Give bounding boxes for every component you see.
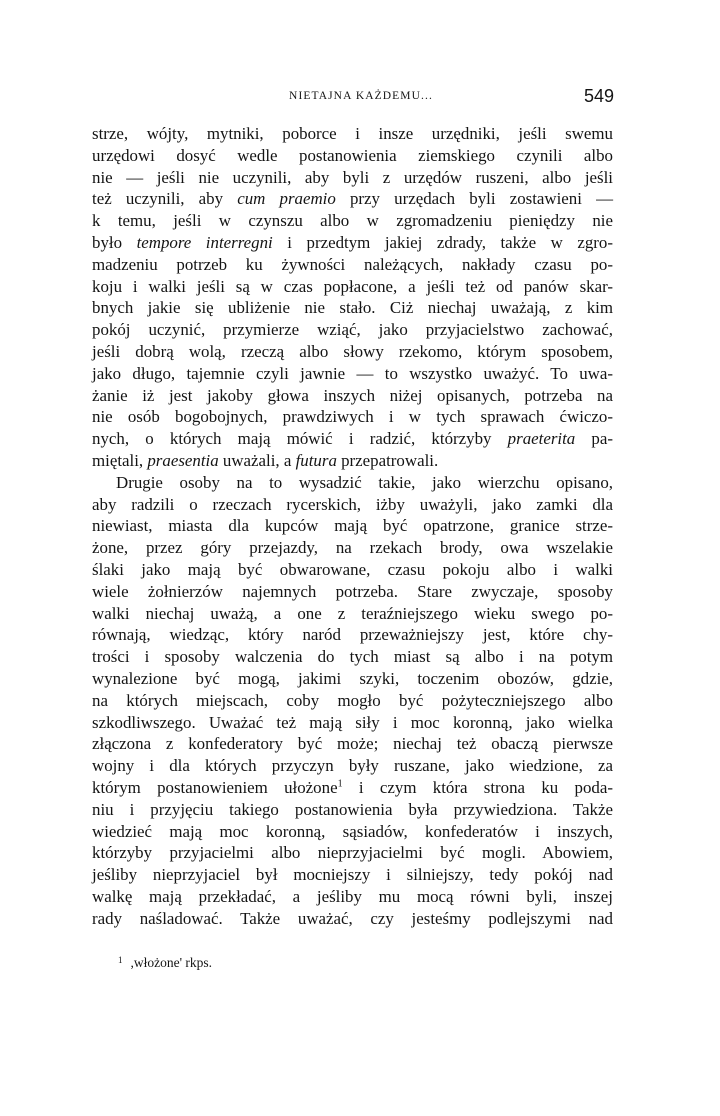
text-line <box>92 472 613 494</box>
italic-phrase: praeterita <box>507 429 576 449</box>
text-segment: miętali, <box>92 450 148 470</box>
text-segment: wynalezione być mogą, jakimi szyki, toczenim obozów, gdzie, <box>92 668 613 688</box>
text-line <box>92 821 613 843</box>
text-segment: koju i walki jeśli są w czas popłacone, a jeśli też od panów skar- <box>92 276 613 296</box>
text-segment: przy urzędach byli zostawieni — <box>335 189 613 209</box>
text-segment: bnych jakie się ubliżenie nie stało. Ciż niechaj uważają, z kim <box>92 298 613 318</box>
text-line <box>92 232 613 254</box>
text-line <box>92 624 613 646</box>
text-segment: pokój uczynić, przymierze wziąć, jako przyjacielstwo zachować, <box>92 320 613 340</box>
text-line <box>92 188 613 210</box>
text-segment: jeśli dobrą wolą, rzeczą albo słowy rzekomo, którym sposobem, <box>92 341 613 361</box>
text-segment: jeśliby nieprzyjaciel był mocniejszy i silniejszy, tedy pokój nad <box>92 865 613 885</box>
text-segment: i przedtym jakiej zdrady, także w zgro- <box>272 232 613 252</box>
text-segment: złączona z konfederatory być może; niechaj też obaczą pierwsze <box>92 734 613 754</box>
text-segment: jako długo, tajemnie czyli jawnie — to wszystko uważyć. To uwa- <box>92 363 613 383</box>
footnote-text: ,włożone' rkps. <box>130 955 213 970</box>
footnote-reference: 1 <box>337 778 343 790</box>
text-line <box>92 297 613 319</box>
text-line <box>92 755 613 777</box>
text-line <box>92 712 613 734</box>
text-segment: uważali, a <box>218 450 296 470</box>
italic-phrase: cum praemio <box>237 189 336 209</box>
text-segment: nie osób bogobojnych, prawdziwych i w tych sprawach ćwiczo- <box>92 407 613 427</box>
text-segment: wiele żołnierzów najemnych potrzeba. Stare zwyczaje, sposoby <box>92 581 613 601</box>
text-segment: walki niechaj uważą, a one z teraźniejszego wieku swego po- <box>92 603 613 623</box>
text-segment: niewiast, miasta dla kupców mają być opatrzone, granice strze- <box>92 516 613 536</box>
text-segment: walkę mają przekładać, a jeśliby mu mocą równi byli, inszej <box>92 886 613 906</box>
footnote-marker: 1 <box>118 955 123 965</box>
text-line <box>92 690 613 712</box>
italic-phrase: praesentia <box>147 450 219 470</box>
text-line <box>92 167 613 189</box>
text-segment: pa- <box>575 429 613 449</box>
text-line <box>92 777 613 799</box>
text-line <box>92 537 613 559</box>
footnote <box>118 955 212 971</box>
text-line <box>92 276 613 298</box>
text-line <box>92 494 613 516</box>
text-line <box>92 406 613 428</box>
text-segment: którym postanowieniem ułożone <box>92 777 338 797</box>
text-line <box>92 886 613 908</box>
text-line <box>92 254 613 276</box>
text-line <box>92 450 613 472</box>
text-segment: urzędowi dosyć wedle postanowienia ziemskiego czynili albo <box>92 145 613 165</box>
running-header <box>108 86 614 110</box>
page-number: 549 <box>583 86 614 106</box>
text-segment: nie — jeśli nie uczynili, aby byli z urzędów ruszeni, albo jeśli <box>92 167 613 187</box>
text-line <box>92 363 613 385</box>
text-line <box>92 341 613 363</box>
text-line <box>92 145 613 167</box>
italic-phrase: tempore interregni <box>136 232 273 252</box>
text-segment: przepatrowali. <box>336 450 439 470</box>
text-segment: Drugie osoby na to wysadzić takie, jako wierzchu opisano, <box>116 472 613 492</box>
text-segment: k temu, jeśli w czynszu albo w zgromadzeniu pieniędzy nie <box>92 211 613 231</box>
text-segment: trości i sposoby walczenia do tych miast są albo i na potym <box>92 647 613 667</box>
text-line <box>92 559 613 581</box>
text-segment: madzeniu potrzeb ku żywności należących, nakłady czasu po- <box>92 254 613 274</box>
text-line <box>92 581 613 603</box>
text-line <box>92 385 613 407</box>
text-segment: żone, przez góry przejazdy, na rzekach brody, owa wszelakie <box>92 538 613 558</box>
text-segment: którzyby przyjacielmi albo nieprzyjacielmi być mogli. Abowiem, <box>92 843 613 863</box>
text-line <box>92 515 613 537</box>
text-line <box>92 123 613 145</box>
text-segment: na których miejscach, coby mogło być pożyteczniejszego albo <box>92 690 613 710</box>
text-line <box>92 646 613 668</box>
text-line <box>92 428 613 450</box>
text-line <box>92 603 613 625</box>
text-line <box>92 842 613 864</box>
text-line <box>92 733 613 755</box>
text-segment: aby radzili o rzeczach rycerskich, iżby uważyli, jako zamki dla <box>92 494 613 514</box>
text-line <box>92 210 613 232</box>
text-segment: rady naśladować. Także uważać, czy jesteśmy podlejszymi nad <box>92 908 613 928</box>
text-segment: też uczynili, aby <box>92 189 238 209</box>
text-line <box>92 864 613 886</box>
text-segment: strze, wójty, mytniki, poborce i insze urzędniki, jeśli swemu <box>92 124 613 143</box>
text-line <box>92 908 613 930</box>
italic-phrase: futura <box>295 450 337 470</box>
text-segment: ślaki jako mają być obwarowane, czasu pokoju albo i walki <box>92 559 613 579</box>
body-text <box>92 123 613 929</box>
text-segment: szkodliwszego. Uważać też mają siły i moc koronną, jako wielka <box>92 712 613 732</box>
text-line <box>92 799 613 821</box>
text-segment: wiedzieć mają moc koronną, sąsiadów, konfederatów i inszych, <box>92 821 613 841</box>
text-segment: żanie iż jest jakoby głowa inszych niżej opisanych, potrzeba na <box>92 385 613 405</box>
text-segment: wojny i dla których przyczyn były ruszane, jako wiedzione, za <box>92 756 613 776</box>
text-segment: niu i przyjęciu takiego postanowienia była przywiedziona. Także <box>92 799 613 819</box>
text-segment: równają, wiedząc, który naród przeważniejszy jest, które chy- <box>92 625 613 645</box>
text-line <box>92 319 613 341</box>
running-title: NIETAJNA KAŻDEMU... <box>289 90 433 102</box>
text-line <box>92 668 613 690</box>
text-segment: i czym która strona ku poda- <box>342 777 613 797</box>
text-segment: było <box>92 232 137 252</box>
text-segment: nych, o których mają mówić i radzić, którzyby <box>92 429 508 449</box>
